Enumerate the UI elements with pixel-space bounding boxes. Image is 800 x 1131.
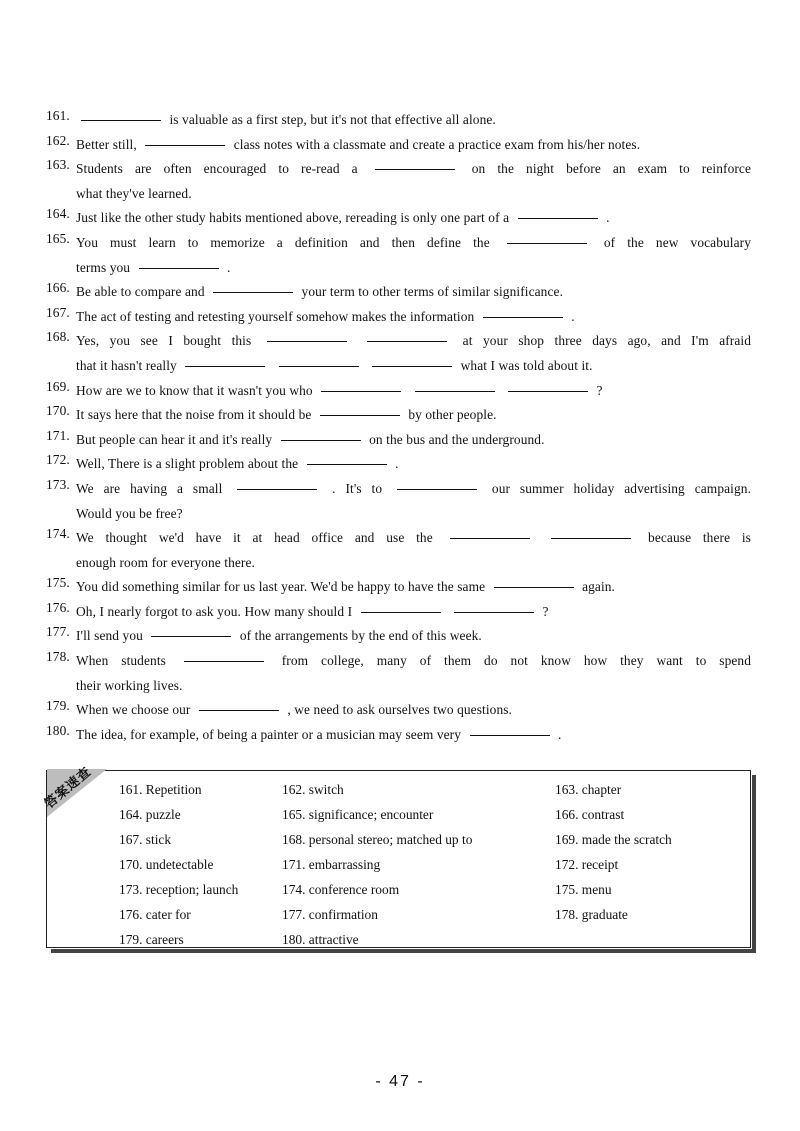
- question-text-segment: Just like the other study habits mentioned above, rereading is only one part of a: [76, 210, 510, 226]
- question-text-segment: .: [227, 259, 231, 275]
- question-text-segment: on the bus and the underground.: [369, 431, 545, 447]
- answer-entry: 173. reception; launch: [119, 882, 239, 897]
- answer-blank: [367, 340, 447, 342]
- answer-blank: [139, 267, 219, 269]
- question-item: [46, 526, 751, 575]
- answer-blank: [397, 488, 477, 490]
- question-number: 166.: [46, 280, 70, 296]
- question-text-segment: You must learn to memorize a definition and then define the: [76, 234, 490, 250]
- question-text-segment: our summer holiday advertising campaign.: [491, 480, 752, 496]
- question-item: [46, 206, 751, 231]
- question-item: [46, 379, 751, 404]
- question-item: [46, 698, 751, 723]
- answer-entry: 178. graduate: [555, 907, 628, 922]
- question-line: [76, 403, 751, 428]
- question-number: 176.: [46, 599, 70, 615]
- question-text: [76, 624, 751, 649]
- question-text: [76, 600, 751, 625]
- answer-blank: [145, 144, 225, 146]
- answer-entry: 168. personal stereo; matched up to: [282, 832, 473, 847]
- question-line: [76, 674, 751, 699]
- question-text-segment: When we choose our: [76, 702, 191, 718]
- question-line: [76, 329, 751, 354]
- question-line: [76, 354, 751, 379]
- question-item: [46, 403, 751, 428]
- answer-row: [119, 902, 749, 927]
- answer-blank: [281, 439, 361, 441]
- question-number: 161.: [46, 108, 70, 123]
- question-text: [76, 403, 751, 428]
- question-text-segment: at your shop three days ago, and I'm afraid: [462, 333, 752, 349]
- answer-blank: [551, 537, 631, 539]
- answer-entry: 177. confirmation: [282, 907, 378, 922]
- answer-entry: 170. undetectable: [119, 857, 214, 872]
- answer-entry: 180. attractive: [282, 932, 359, 947]
- question-number: 179.: [46, 698, 70, 714]
- question-text: [76, 305, 751, 330]
- question-text-segment: is valuable as a first step, but it's not that effective all alone.: [169, 112, 496, 127]
- question-line: [76, 649, 751, 674]
- question-text: [76, 698, 751, 723]
- question-line: [76, 723, 751, 748]
- question-text-segment: by other people.: [408, 407, 497, 423]
- question-text-segment: ?: [542, 603, 549, 619]
- question-item: [46, 428, 751, 453]
- answer-blank: [508, 390, 588, 392]
- question-line: [76, 157, 751, 182]
- question-number: 172.: [46, 452, 70, 468]
- answer-blank: [361, 611, 441, 613]
- question-text-segment: We thought we'd have it at head office and use the: [76, 530, 433, 546]
- question-text-segment: from college, many of them do not know how they want to spend: [281, 653, 751, 669]
- question-text-segment: . It's to: [332, 480, 383, 496]
- question-number: 174.: [46, 526, 70, 542]
- answer-entry: 166. contrast: [555, 807, 625, 822]
- question-line: [76, 280, 751, 305]
- question-text-segment: what I was told about it.: [460, 357, 593, 373]
- answer-blank: [151, 635, 231, 637]
- question-item: [46, 575, 751, 600]
- question-number: 165.: [46, 230, 70, 246]
- answer-row: [119, 927, 749, 952]
- question-line: [76, 600, 751, 625]
- answer-blank: [185, 365, 265, 367]
- answer-entry: 165. significance; encounter: [282, 807, 434, 822]
- question-text-segment: Better still,: [76, 136, 137, 152]
- question-text-segment: Oh, I nearly forgot to ask you. How many should I: [76, 603, 353, 619]
- question-text-segment: The idea, for example, of being a painter or a musician may seem very: [76, 726, 462, 742]
- answer-blank: [450, 537, 530, 539]
- answer-row: [119, 827, 749, 852]
- answer-blank: [483, 316, 563, 318]
- question-text-segment: what they've learned.: [76, 185, 192, 201]
- answer-entry: 167. stick: [119, 832, 172, 847]
- answer-blank: [81, 119, 161, 121]
- answer-blank: [279, 365, 359, 367]
- question-line: [76, 526, 751, 551]
- answer-entry: 161. Repetition: [119, 782, 202, 797]
- question-text-segment: ?: [596, 382, 603, 398]
- question-number: 170.: [46, 403, 70, 419]
- answer-entry: 175. menu: [555, 882, 612, 897]
- question-line: [76, 379, 751, 404]
- answer-row: [119, 802, 749, 827]
- question-text-segment: Well, There is a slight problem about the: [76, 456, 299, 472]
- question-text-segment: of the new vocabulary: [603, 234, 752, 250]
- question-text: [76, 206, 751, 231]
- question-line: [76, 551, 751, 576]
- answer-blank: [307, 463, 387, 465]
- question-text-segment: .: [571, 308, 575, 324]
- question-text: [76, 452, 751, 477]
- question-text-segment: How are we to know that it wasn't you who: [76, 382, 313, 398]
- question-text-segment: because there is: [648, 530, 751, 546]
- question-line: [76, 624, 751, 649]
- answer-blank: [184, 660, 264, 662]
- question-text: [76, 280, 751, 305]
- answer-entry: 176. cater for: [119, 907, 191, 922]
- answer-blank: [372, 365, 452, 367]
- question-text-segment: Would you be free?: [76, 505, 183, 521]
- question-line: [76, 133, 751, 158]
- question-item: [46, 280, 751, 305]
- answer-entry: 162. switch: [282, 782, 344, 797]
- question-text-segment: , we need to ask ourselves two questions.: [287, 702, 513, 718]
- question-text: [76, 379, 751, 404]
- question-list: [46, 108, 751, 747]
- question-item: [46, 452, 751, 477]
- question-number: 177.: [46, 624, 70, 640]
- answer-box-shadow: [752, 775, 756, 953]
- question-item: [46, 600, 751, 625]
- question-text: [76, 723, 751, 748]
- question-text-segment: of the arrangements by the end of this week.: [239, 628, 482, 644]
- question-text-segment: Yes, you see I bought this: [76, 333, 252, 349]
- answer-box: [42, 764, 751, 948]
- answer-row: [119, 777, 749, 802]
- question-text: [76, 477, 751, 526]
- answer-entry: 172. receipt: [555, 857, 619, 872]
- answer-badge: [29, 759, 121, 821]
- question-text-segment: terms you: [76, 259, 131, 275]
- question-line: [76, 428, 751, 453]
- question-number: 171.: [46, 427, 70, 443]
- answer-badge-label: 答案速查: [42, 764, 95, 812]
- question-text-segment: I'll send you: [76, 628, 143, 644]
- answer-blank: [494, 586, 574, 588]
- question-text-segment: your term to other terms of similar significance.: [301, 284, 564, 300]
- question-text: [76, 526, 751, 575]
- question-text: [76, 575, 751, 600]
- question-item: [46, 108, 751, 133]
- question-line: [76, 477, 751, 502]
- answer-blank: [454, 611, 534, 613]
- question-line: [76, 256, 751, 281]
- question-text-segment: But people can hear it and it's really: [76, 431, 273, 447]
- question-item: [46, 305, 751, 330]
- question-text: [76, 108, 751, 133]
- question-text-segment: Students are often encouraged to re-read a: [76, 161, 358, 177]
- question-item: [46, 231, 751, 280]
- question-text: [76, 329, 751, 378]
- question-item: [46, 157, 751, 206]
- answer-blank: [375, 168, 455, 170]
- question-line: [76, 206, 751, 231]
- page-number: - 47 -: [375, 1073, 425, 1090]
- question-text-segment: .: [606, 210, 610, 226]
- answer-blank: [320, 414, 400, 416]
- question-item: [46, 649, 751, 698]
- answer-blank: [321, 390, 401, 392]
- question-text-segment: .: [395, 456, 399, 472]
- answer-entry: 164. puzzle: [119, 807, 181, 822]
- question-text: [76, 133, 751, 158]
- answer-blank: [415, 390, 495, 392]
- question-text: [76, 428, 751, 453]
- answer-entry: 179. careers: [119, 932, 184, 947]
- question-line: [76, 305, 751, 330]
- question-number: 180.: [46, 722, 70, 738]
- answer-entry: 171. embarrassing: [282, 857, 381, 872]
- question-line: [76, 452, 751, 477]
- question-text: [76, 157, 751, 206]
- answer-blank: [507, 242, 587, 244]
- question-text-segment: again.: [582, 579, 616, 595]
- question-text-segment: their working lives.: [76, 677, 183, 693]
- question-item: [46, 477, 751, 526]
- question-text: [76, 649, 751, 698]
- question-number: 175.: [46, 575, 70, 591]
- question-number: 167.: [46, 304, 70, 320]
- question-line: [76, 231, 751, 256]
- question-text-segment: You did something similar for us last year. We'd be happy to have the same: [76, 579, 486, 595]
- answer-blank: [470, 734, 550, 736]
- question-text-segment: It says here that the noise from it should be: [76, 407, 312, 423]
- question-number: 169.: [46, 378, 70, 394]
- question-line: [76, 502, 751, 527]
- question-text-segment: When students: [76, 653, 166, 669]
- question-text-segment: on the night before an exam to reinforce: [471, 161, 752, 177]
- question-number: 168.: [46, 329, 70, 345]
- answer-blank: [267, 340, 347, 342]
- question-text-segment: class notes with a classmate and create a practice exam from his/her notes.: [233, 136, 641, 152]
- answer-row: [119, 877, 749, 902]
- question-line: [76, 108, 751, 133]
- answer-grid: [119, 777, 749, 952]
- question-text-segment: The act of testing and retesting yourself somehow makes the information: [76, 308, 475, 324]
- question-number: 173.: [46, 476, 70, 492]
- question-line: [76, 182, 751, 207]
- question-item: [46, 723, 751, 748]
- question-item: [46, 624, 751, 649]
- question-text-segment: .: [557, 726, 562, 742]
- question-item: [46, 133, 751, 158]
- answer-entry: 163. chapter: [555, 782, 622, 797]
- answer-blank: [518, 217, 598, 219]
- question-line: [76, 575, 751, 600]
- answer-row: [119, 852, 749, 877]
- question-text: [76, 231, 751, 280]
- question-line: [76, 698, 751, 723]
- answer-entry: 174. conference room: [282, 882, 400, 897]
- question-text-segment: enough room for everyone there.: [76, 554, 255, 570]
- answer-blank: [199, 709, 279, 711]
- question-number: 162.: [46, 132, 70, 148]
- question-number: 178.: [46, 649, 70, 665]
- question-number: 163.: [46, 157, 70, 173]
- answer-blank: [237, 488, 317, 490]
- question-text-segment: Be able to compare and: [76, 284, 205, 300]
- question-number: 164.: [46, 206, 70, 222]
- answer-blank: [213, 291, 293, 293]
- question-text-segment: We are having a small: [76, 480, 223, 496]
- question-item: [46, 329, 751, 378]
- answer-entry: 169. made the scratch: [555, 832, 672, 847]
- question-text-segment: that it hasn't really: [76, 357, 177, 373]
